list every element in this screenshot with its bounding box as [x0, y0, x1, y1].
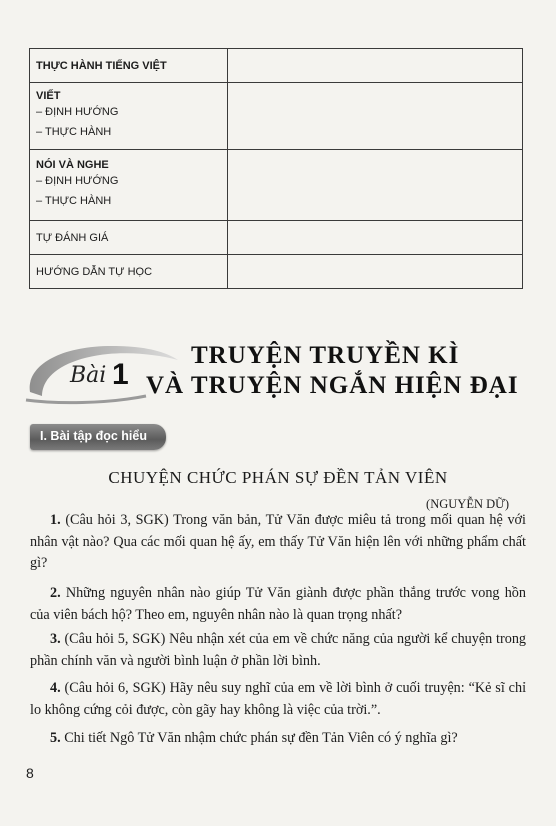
question-2	[30, 583, 526, 626]
question-4	[30, 678, 526, 721]
section-tag	[30, 424, 166, 450]
table-cell-label	[30, 255, 228, 289]
page-number: 8	[26, 765, 34, 781]
question-text: Những nguyên nhân nào giúp Tử Văn giành được phần thắng trước vong hồn của viên bách hộ? Theo em, nguyên nhân nào là quan trọng nhất?	[30, 585, 526, 623]
question-5	[30, 728, 526, 750]
row-header: THỰC HÀNH TIẾNG VIỆT	[36, 59, 167, 72]
table-row	[30, 255, 523, 289]
lesson-banner	[16, 330, 536, 410]
question-3	[30, 629, 526, 672]
table-cell-blank	[228, 83, 523, 150]
table-row	[30, 83, 523, 150]
table-cell-blank	[228, 255, 523, 289]
lesson-label: Bài	[70, 363, 107, 388]
row-item: – ĐỊNH HƯỚNG	[36, 175, 119, 187]
row-item: – ĐỊNH HƯỚNG	[36, 106, 119, 118]
table-cell-blank	[228, 221, 523, 255]
section-tag-label: I. Bài tập đọc hiểu	[40, 429, 147, 443]
table-cell-blank	[228, 49, 523, 83]
table-cell-label	[30, 83, 228, 150]
lesson-title-line1: TRUYỆN TRUYỀN KÌ	[191, 342, 460, 369]
lesson-title-line2: VÀ TRUYỆN NGẮN HIỆN ĐẠI	[146, 372, 519, 399]
table-cell-label	[30, 150, 228, 221]
story-title: CHUYỆN CHỨC PHÁN SỰ ĐỀN TẢN VIÊN	[108, 468, 448, 487]
table-cell-label	[30, 49, 228, 83]
row-header: NÓI VÀ NGHE	[36, 159, 109, 171]
question-number: 4.	[50, 680, 61, 696]
table-cell-blank	[228, 150, 523, 221]
table-cell-label	[30, 221, 228, 255]
row-item: TỰ ĐÁNH GIÁ	[36, 231, 109, 244]
question-1	[30, 510, 526, 575]
row-header: VIẾT	[36, 90, 61, 102]
row-item: HƯỚNG DẪN TỰ HỌC	[36, 265, 153, 278]
question-number: 3.	[50, 631, 61, 647]
question-number: 1.	[50, 512, 61, 528]
question-number: 5.	[50, 730, 61, 746]
question-text: (Câu hỏi 5, SGK) Nêu nhận xét của em về chức năng của người kể chuyện trong phần chính văn và người bình luận ở phần lời bình.	[30, 631, 527, 669]
row-item: – THỰC HÀNH	[36, 126, 112, 138]
question-text: Chi tiết Ngô Tử Văn nhậm chức phán sự đền Tản Viên có ý nghĩa gì?	[64, 730, 458, 746]
question-number: 2.	[50, 585, 61, 601]
table-row	[30, 221, 523, 255]
lesson-number: 1	[112, 358, 129, 391]
table-row	[30, 49, 523, 83]
story-author: (NGUYỄN DỮ)	[426, 497, 509, 511]
question-text: (Câu hỏi 6, SGK) Hãy nêu suy nghĩ của em về lời bình ở cuối truyện: “Kẻ sĩ chỉ lo không cứng cỏi được, còn gãy hay không là việc của trời.”.	[30, 680, 527, 718]
lesson-outline-table	[29, 48, 523, 289]
question-text: (Câu hỏi 3, SGK) Trong văn bản, Tử Văn được miêu tả trong mối quan hệ với nhân vật nào? Qua các mối quan hệ ấy, em thấy Tử Văn hiện lên với những phẩm chất gì?	[30, 512, 526, 571]
row-item: – THỰC HÀNH	[36, 195, 112, 207]
table-row	[30, 150, 523, 221]
